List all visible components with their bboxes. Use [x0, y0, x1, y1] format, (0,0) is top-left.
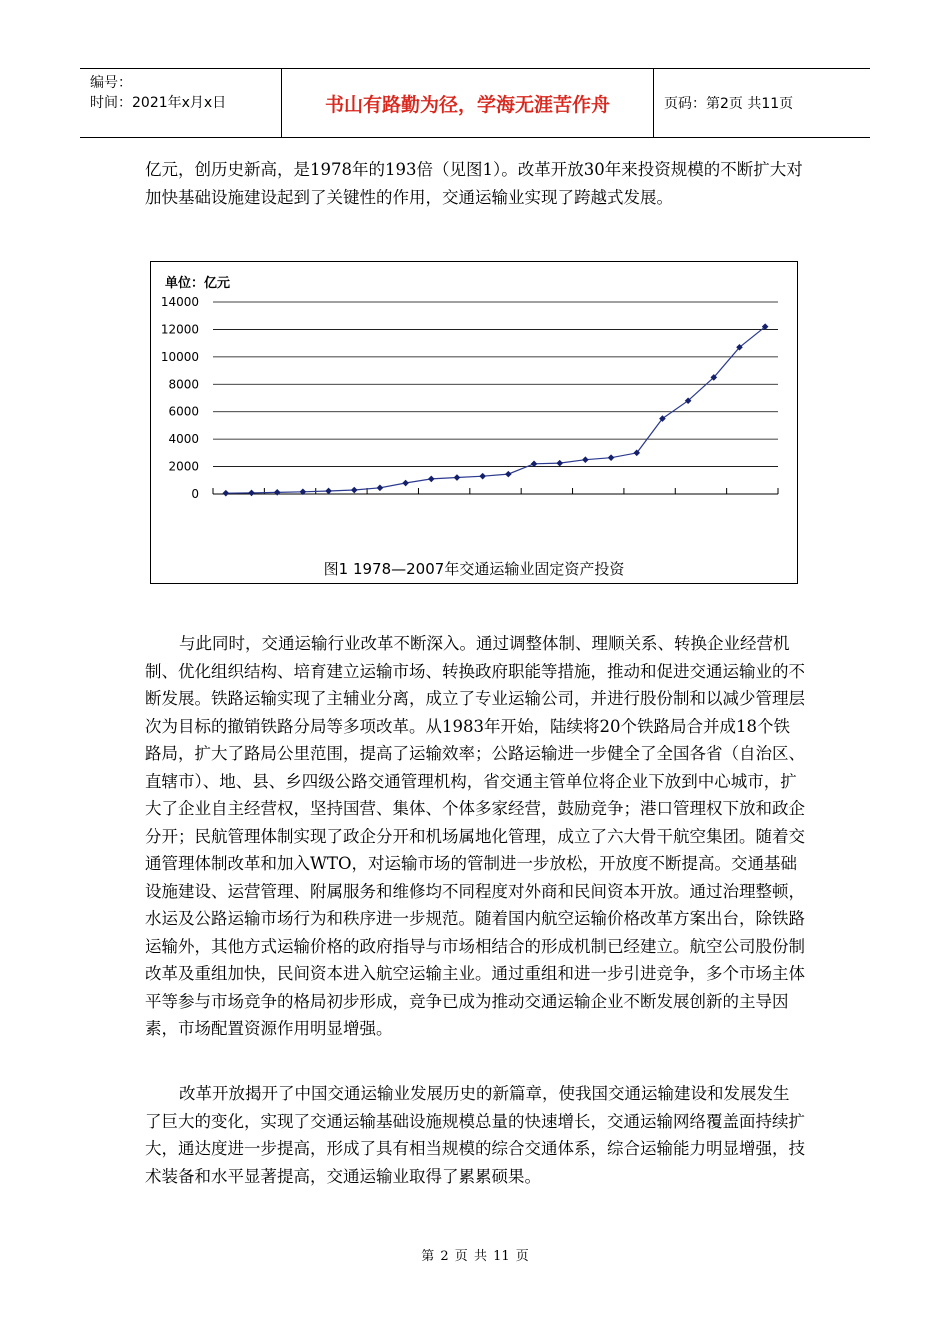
data-point	[479, 473, 486, 480]
header-page-code: 页码：第2页 共11页	[664, 96, 794, 112]
footer-total-suffix: 页	[515, 1249, 529, 1264]
footer-prefix: 第	[421, 1249, 435, 1264]
data-point	[608, 454, 615, 461]
data-point	[274, 489, 281, 496]
data-point	[531, 461, 538, 468]
data-point	[582, 456, 589, 463]
data-point	[556, 460, 563, 467]
paragraph-reform: 与此同时，交通运输行业改革不断深入。通过调整体制、理顺关系、转换企业经营机制、优化组织结构、培育建立运输市场、转换政府职能等措施，推动和促进交通运输业的不断发展。铁路运输实现了主辅业分离，成立了专业运输公司，并进行股份制和以减少管理层次为目标的撤销铁路分局等多项改革。从1983年开始，陆续将20个铁路局合并成18个铁路局，扩大了路局公里范围，提高了运输效率；公路运输进一步健全了全国各省（自治区、直辖市）、地、县、乡四级公路交通管理机构，省交通主管单位将企业下放到中心城市，扩大了企业自主经营权，坚持国营、集体、个体多家经营，鼓励竞争；港口管理权下放和政企分开；民航管理体制实现了政企分开和机场属地化管理，成立了六大骨干航空集团。随着交通管理体制改革和加入WTO，对运输市场的管制进一步放松，开放度不断提高。交通基础设施建设、运营管理、附属服务和维修均不同程度对外商和民间资本开放。通过治理整顿，水运及公路运输市场行为和秩序进一步规范。随着国内航空运输价格改革方案出台，除铁路运输外，其他方式运输价格的政府指导与市场相结合的形成机制已经建立。航空公司股份制改革及重组加快，民间资本进入航空运输主业。通过重组和进一步引进竞争，多个市场主体平等参与市场竞争的格局初步形成，竞争已成为推动交通运输企业不断发展创新的主导因素，市场配置资源作用明显增强。	[145, 634, 805, 1038]
y-tick-label: 12000	[160, 322, 199, 337]
line-chart	[151, 262, 797, 583]
footer-page-number: 2	[440, 1249, 449, 1264]
data-point	[223, 490, 230, 497]
y-tick-label: 14000	[160, 295, 199, 309]
document-number-label: 编号：	[90, 75, 132, 91]
data-point	[248, 490, 255, 497]
page-footer	[0, 1245, 950, 1264]
data-point	[428, 476, 435, 483]
y-tick-label: 2000	[168, 459, 199, 474]
document-date: 时间：2021年x月x日	[90, 95, 227, 111]
footer-total-pages: 11	[493, 1249, 510, 1264]
series-line	[226, 327, 765, 494]
figure-caption: 图1 1978—2007年交通运输业固定资产投资	[323, 560, 625, 578]
y-tick-label: 10000	[160, 349, 199, 364]
y-tick-label: 8000	[168, 377, 199, 392]
footer-page-suffix: 页	[454, 1249, 468, 1264]
figure-1	[150, 261, 798, 584]
data-point	[402, 480, 409, 487]
chart-unit-label: 单位：亿元	[165, 276, 231, 291]
data-point	[377, 485, 384, 492]
data-point	[505, 471, 512, 478]
data-point	[351, 487, 358, 494]
page-header	[80, 68, 870, 138]
data-point	[454, 474, 461, 481]
paragraph-continuation: 亿元，创历史新高，是1978年的193倍（见图1）。改革开放30年来投资规模的不断扩大对加快基础设施建设起到了关键性的作用，交通运输业实现了跨越式发展。	[145, 160, 803, 207]
header-meta	[80, 69, 282, 137]
header-slogan: 书山有路勤为径，学海无涯苦作舟	[282, 69, 654, 137]
y-tick-label: 0	[191, 487, 199, 501]
y-tick-label: 4000	[168, 432, 199, 447]
footer-total-prefix: 共	[473, 1249, 487, 1264]
y-tick-label: 6000	[168, 404, 199, 419]
data-point	[325, 488, 332, 495]
paragraph-achievements: 改革开放揭开了中国交通运输业发展历史的新篇章，使我国交通运输建设和发展发生了巨大的变化，实现了交通运输基础设施规模总量的快速增长，交通运输网络覆盖面持续扩大，通达度进一步提高，形成了具有相当规模的综合交通体系，综合运输能力明显增强，技术装备和水平显著提高，交通运输业取得了累累硕果。	[145, 1084, 805, 1186]
